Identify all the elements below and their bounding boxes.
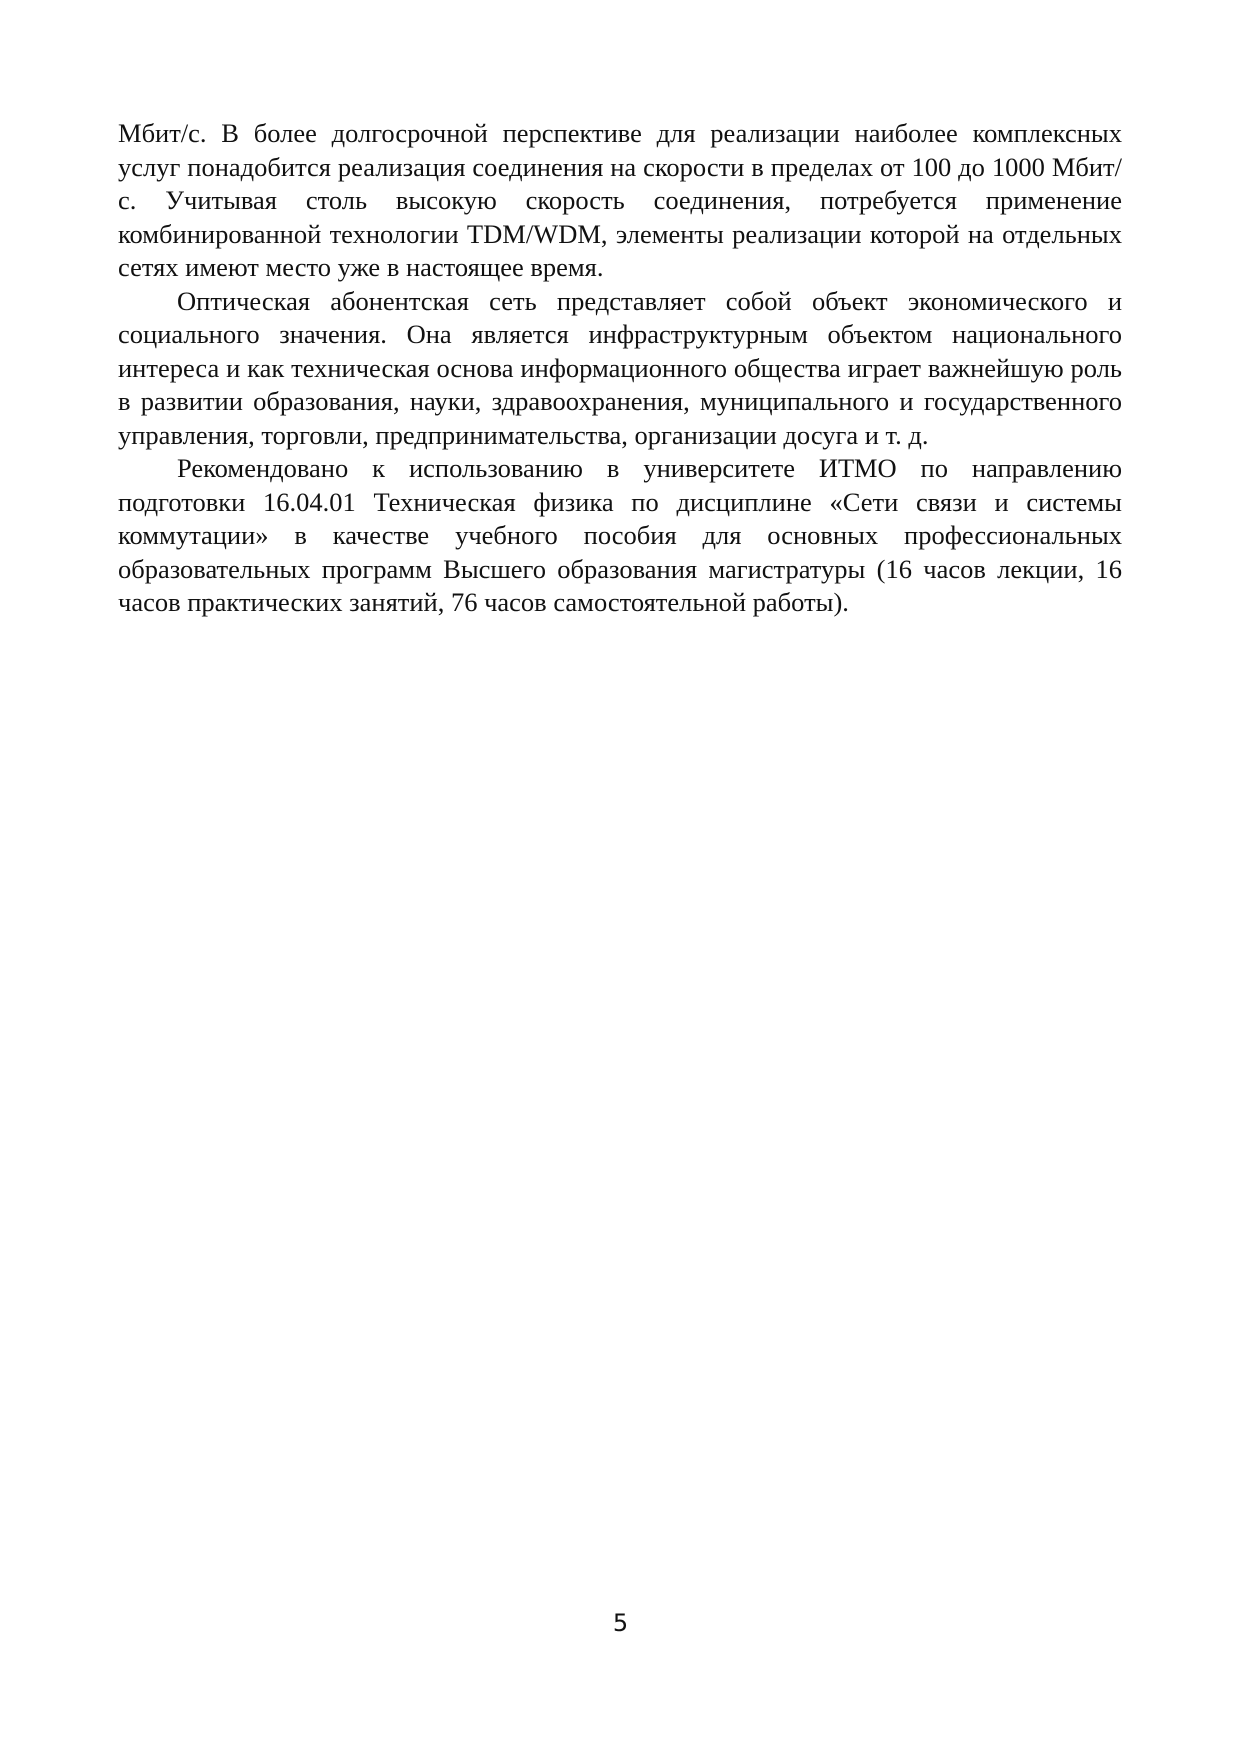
paragraph-optical-network: Оптическая абонентская сеть представляет собой объект экономического и социального значения. Она является инфраструктурным объектом национального интереса и как техническая основа информационного общества играет важнейшую роль в развитии образования, науки, здравоохранения, муниципального и государственного управления, торговли, предпринимательства, организации досуга и т. д. bbox=[118, 285, 1122, 450]
body-text bbox=[118, 117, 1122, 620]
paragraph-continuation: Мбит/с. В более долгосрочной перспективе для реализации наиболее комплексных услуг понадобится реализация соединения на скорости в пределах от 100 до 1000 Мбит/с. Учитывая столь высокую скорость соединения, потребуется применение комбинированной технологии TDM/WDM, элементы реализации которой на отдельных сетях имеют место уже в настоящее время. bbox=[118, 118, 1122, 282]
paragraph-recommendation: Рекомендовано к использованию в университете ИТМО по направлению подготовки 16.04.01 Техническая физика по дисциплине «Сети связи и системы коммутации» в качестве учебного пособия для основных профессиональных образовательных программ Высшего образования магистратуры (16 часов лекции, 16 часов практических занятий, 76 часов самостоятельной работы). bbox=[118, 453, 1122, 617]
page-number: 5 bbox=[612, 1609, 629, 1637]
